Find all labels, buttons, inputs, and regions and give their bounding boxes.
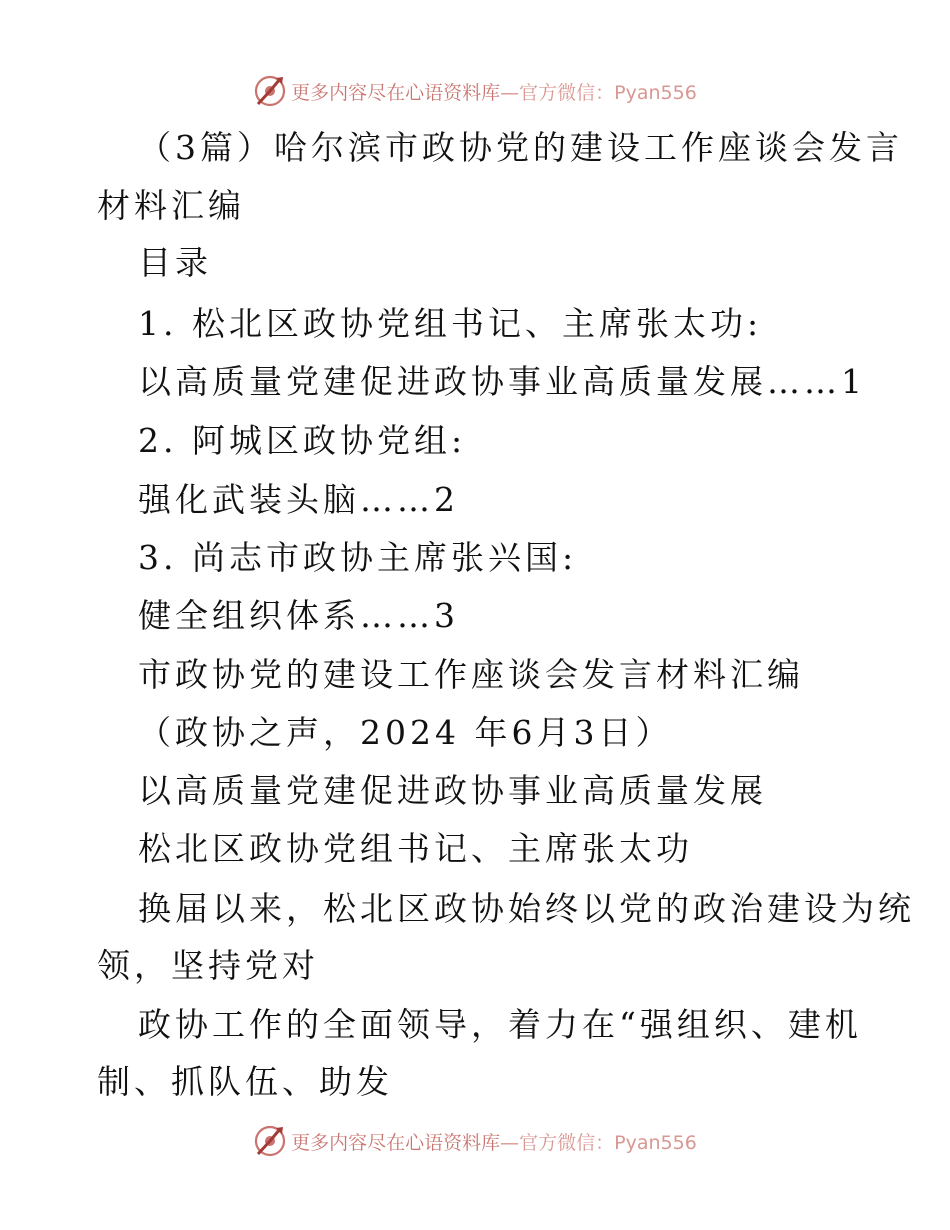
article-author: 松北区政协党组书记、主席张太功 xyxy=(138,829,693,868)
watermark-contact-text: —官方微信：Pyan556 xyxy=(500,1131,697,1154)
doc-title-line-1: （3篇）哈尔滨市政协党的建设工作座谈会发言 xyxy=(138,128,903,167)
pen-logo-icon xyxy=(253,1124,287,1158)
header-watermark xyxy=(0,74,950,108)
toc-item-1-author: 1. 松北区政协党组书记、主席张太功: xyxy=(138,304,763,343)
section-title: 市政协党的建设工作座谈会发言材料汇编 xyxy=(138,655,804,694)
toc-item-3-author: 3. 尚志市政协主席张兴国: xyxy=(138,538,578,577)
watermark-contact-text: —官方微信：Pyan556 xyxy=(500,81,697,104)
footer-watermark xyxy=(0,1124,950,1158)
toc-item-2-author: 2. 阿城区政协党组: xyxy=(138,421,467,460)
body-paragraph-2-line-2: 制、抓队伍、助发 xyxy=(97,1062,393,1101)
article-title: 以高质量党建促进政协事业高质量发展 xyxy=(138,771,767,810)
toc-item-2-title: 强化武装头脑……2 xyxy=(138,480,459,519)
toc-item-3-title: 健全组织体系……3 xyxy=(138,596,459,635)
body-paragraph-1-line-2: 领，坚持党对 xyxy=(97,946,319,985)
watermark-main-text: 更多内容尽在心语资料库 xyxy=(291,1131,501,1154)
toc-item-1-title: 以高质量党建促进政协事业高质量发展……1 xyxy=(138,362,866,401)
watermark-main-text: 更多内容尽在心语资料库 xyxy=(291,81,501,104)
body-paragraph-2-line-1: 政协工作的全面领导，着力在“强组织、建机 xyxy=(138,1005,862,1044)
pen-logo-icon xyxy=(253,74,287,108)
body-paragraph-1-line-1: 换届以来，松北区政协始终以党的政治建设为统 xyxy=(138,889,915,928)
source-line: （政协之声，2024 年6月3日） xyxy=(138,713,673,752)
doc-title-line-2: 材料汇编 xyxy=(97,186,245,225)
toc-heading: 目录 xyxy=(138,243,212,282)
